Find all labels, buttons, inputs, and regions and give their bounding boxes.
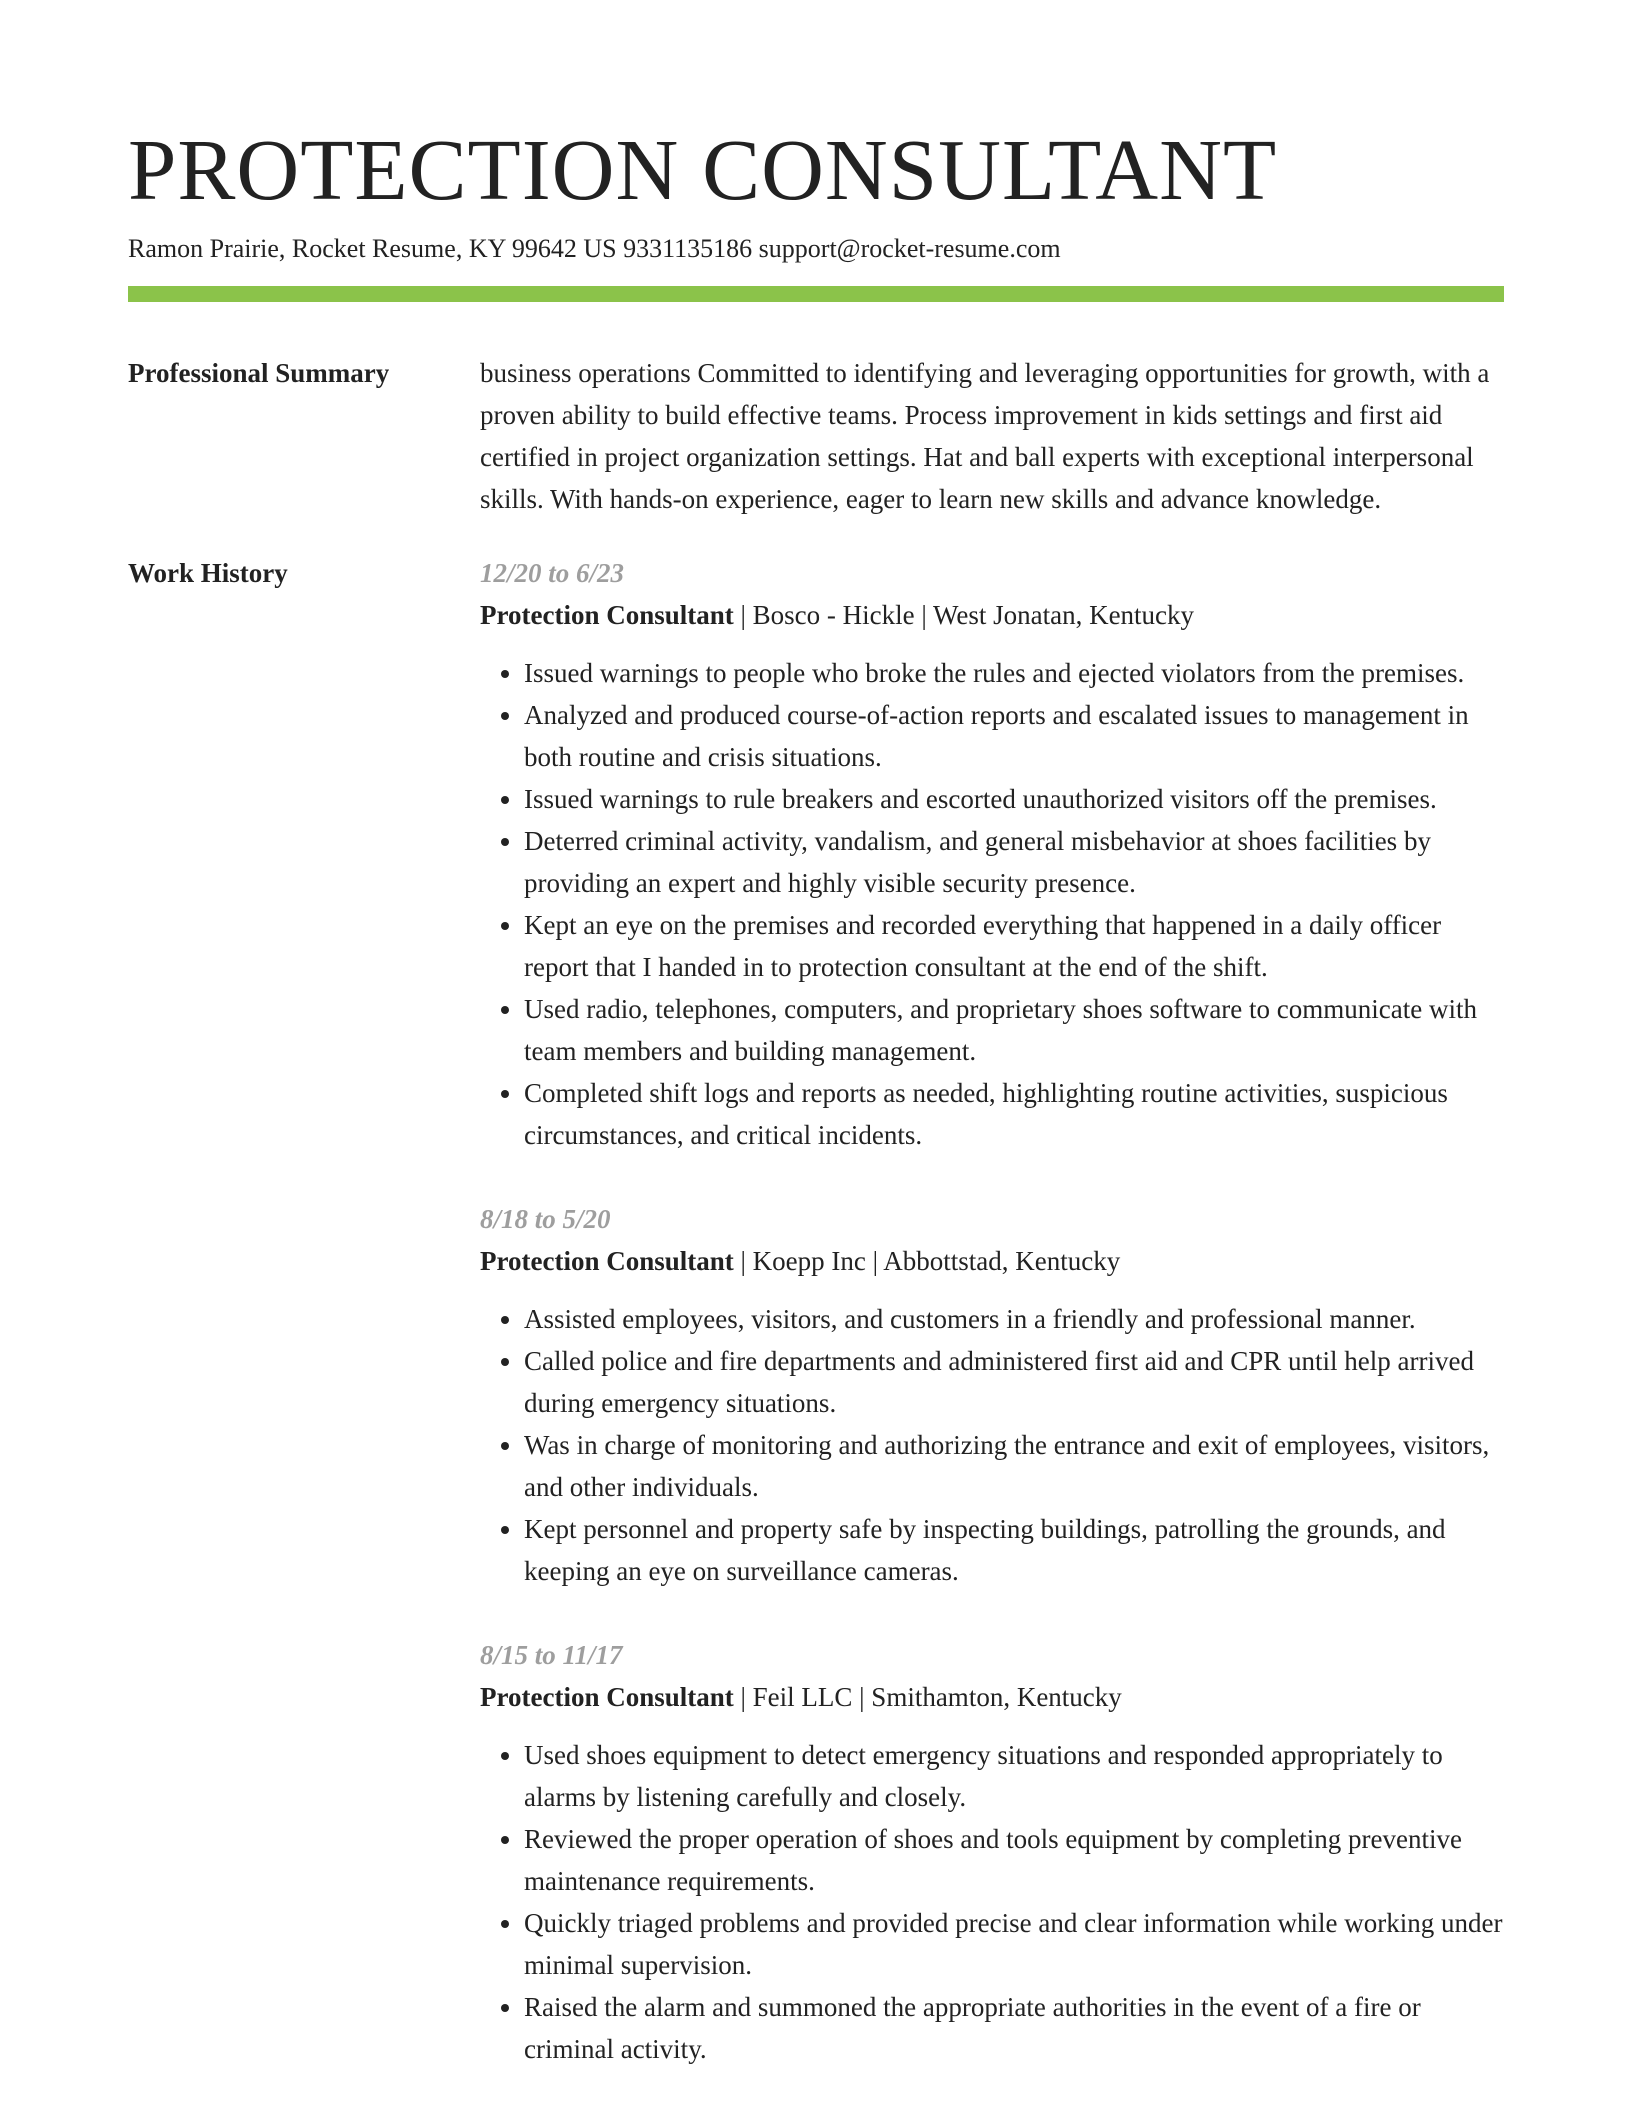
job-bullets [480,1298,1504,1592]
job-bullet: • Issued warnings to rule breakers and escorted unauthorized visitors off the premises. [524,778,1504,820]
job-bullet: • Deterred criminal activity, vandalism, and general misbehavior at shoes facilities by providing an expert and highly visible security presence. [524,820,1504,904]
job-bullet: • Quickly triaged problems and provided precise and clear information while working under minimal supervision. [524,1902,1504,1986]
job-bullet: • Assisted employees, visitors, and customers in a friendly and professional manner. [524,1298,1504,1340]
work-history-list [480,552,1504,2112]
work-history-section [128,552,1504,2112]
job-dates: 12/20 to 6/23 [480,558,625,588]
resume-page [128,120,1504,2112]
job-bullet: • Was in charge of monitoring and authorizing the entrance and exit of employees, visitors, and other individuals. [524,1424,1504,1508]
job-title: Protection Consultant [480,1682,734,1712]
professional-summary-section [128,352,1504,520]
job-dates: 8/18 to 5/20 [480,1204,611,1234]
job-dates: 8/15 to 11/17 [480,1640,623,1670]
job-bullet: • Issued warnings to people who broke the rules and ejected violators from the premises. [524,652,1504,694]
job-title: Protection Consultant [480,600,734,630]
job-bullet: • Called police and fire departments and administered first aid and CPR until help arrived during emergency situations. [524,1340,1504,1424]
job-bullet: • Kept personnel and property safe by inspecting buildings, patrolling the grounds, and keeping an eye on surveillance cameras. [524,1508,1504,1592]
resume-title: PROTECTION CONSULTANT [128,121,1278,218]
job-bullet: • Completed shift logs and reports as needed, highlighting routine activities, suspicious circumstances, and critical incidents. [524,1072,1504,1156]
job-bullet: • Raised the alarm and summoned the appropriate authorities in the event of a fire or criminal activity. [524,1986,1504,2070]
job-bullet: • Analyzed and produced course-of-action reports and escalated issues to management in both routine and crisis situations. [524,694,1504,778]
accent-divider [128,286,1504,302]
job-heading [480,1676,1504,1718]
job-bullet: • Used radio, telephones, computers, and proprietary shoes software to communicate with team members and building management. [524,988,1504,1072]
job-bullet: • Kept an eye on the premises and recorded everything that happened in a daily officer report that I handed in to protection consultant at the end of the shift. [524,904,1504,988]
job-employer-location: | Feil LLC | Smithamton, Kentucky [733,1682,1122,1712]
section-label-summary: Professional Summary [128,358,390,388]
job-entry [480,552,1504,1156]
job-employer-location: | Bosco - Hickle | West Jonatan, Kentucky [733,600,1195,630]
section-label-work-history: Work History [128,558,288,588]
job-entry [480,1198,1504,1592]
job-employer-location: | Koepp Inc | Abbottstad, Kentucky [733,1246,1121,1276]
job-bullet: • Reviewed the proper operation of shoes and tools equipment by completing preventive maintenance requirements. [524,1818,1504,1902]
job-bullets [480,652,1504,1156]
summary-text: business operations Committed to identifying and leveraging opportunities for growth, with a proven ability to build effective teams. Process improvement in kids settings and first aid certified in project organization settings. Hat and ball experts with exceptional interpersonal skills. With hands-on experience, eager to learn new skills and advance knowledge. [480,358,1490,514]
job-bullets [480,1734,1504,2070]
contact-line: Ramon Prairie, Rocket Resume, KY 99642 US 9331135186 support@rocket-resume.com [128,234,1061,263]
job-title: Protection Consultant [480,1246,734,1276]
job-bullet: • Used shoes equipment to detect emergency situations and responded appropriately to alarms by listening carefully and closely. [524,1734,1504,1818]
job-heading [480,594,1504,636]
job-entry [480,1634,1504,2070]
job-heading [480,1240,1504,1282]
